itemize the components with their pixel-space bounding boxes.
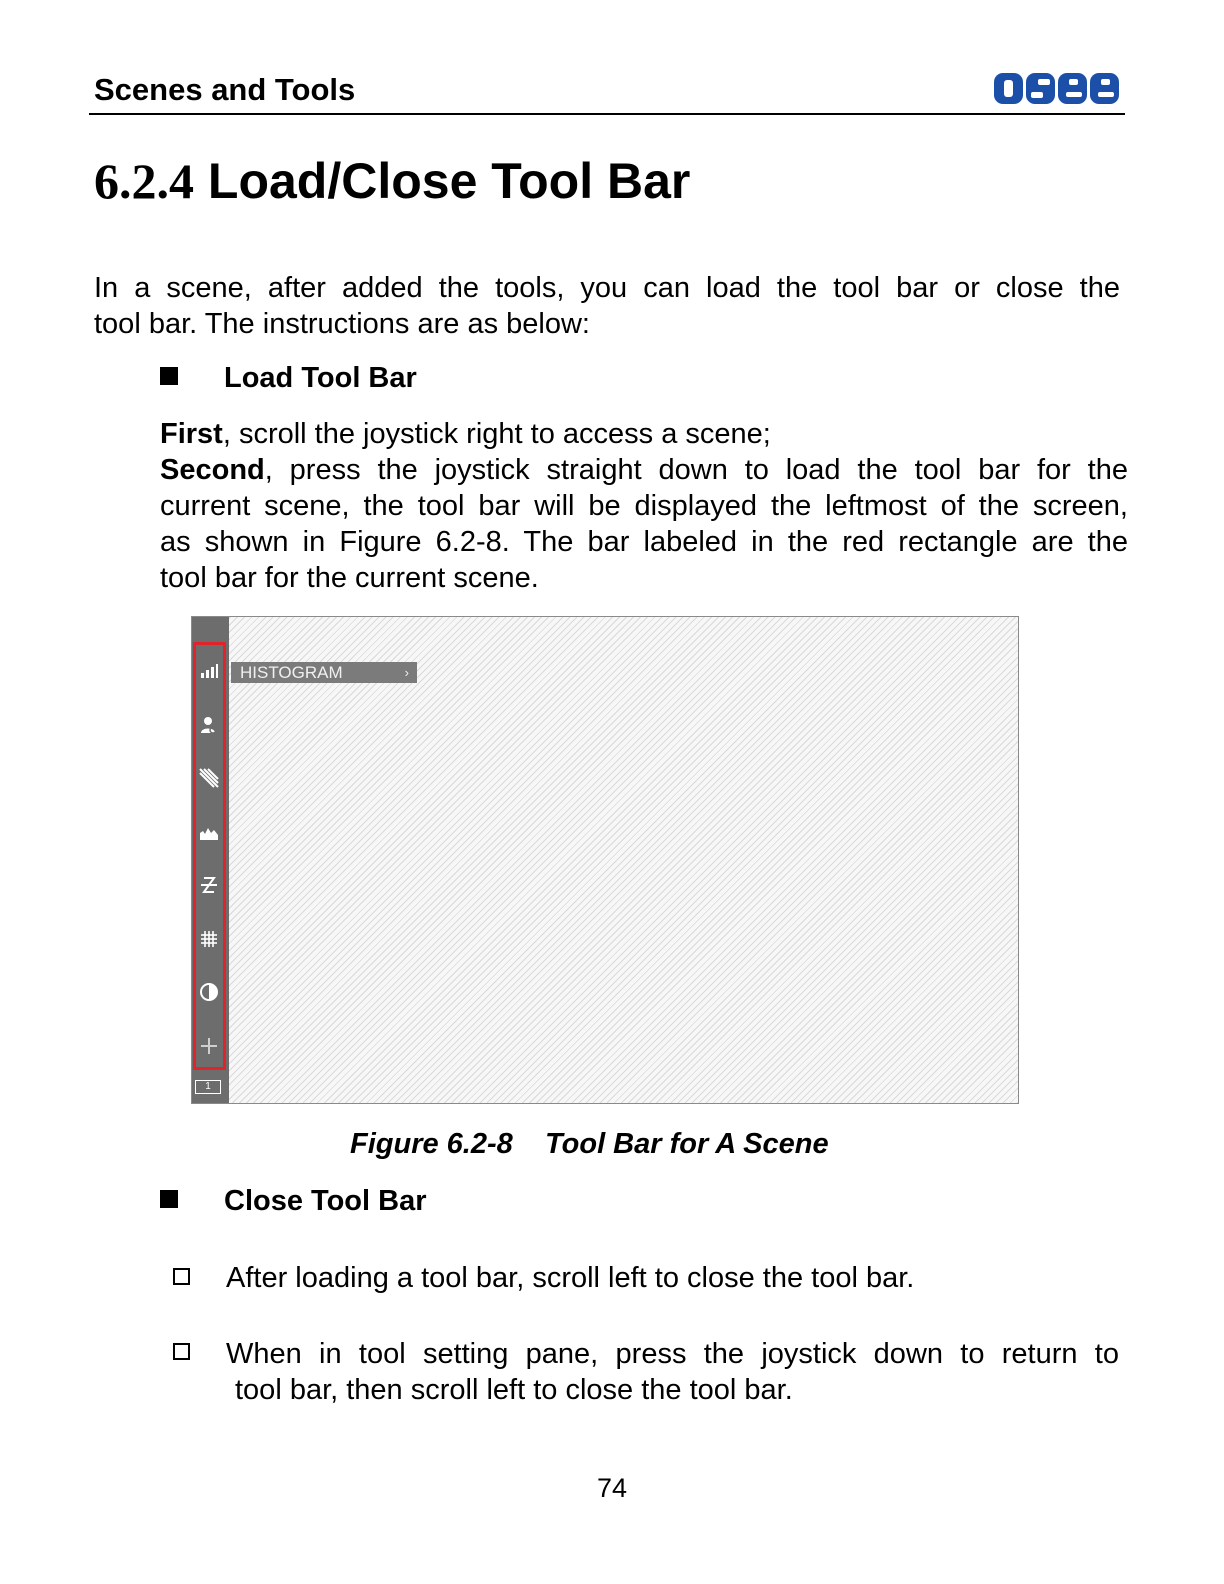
load-heading: Load Tool Bar xyxy=(224,362,417,394)
close-item-2 xyxy=(226,1336,1119,1408)
osee-logo xyxy=(994,70,1120,113)
tool-bar xyxy=(192,617,229,1103)
load-heading-row xyxy=(160,362,417,395)
section-heading: Load/Close Tool Bar xyxy=(207,153,691,209)
empty-square-bullet-icon xyxy=(173,1343,190,1360)
close-item-2-line-2: tool bar, then scroll left to close the tool bar. xyxy=(235,1374,793,1406)
page-number: 74 xyxy=(596,1473,628,1503)
scene-screenshot-figure xyxy=(191,616,1019,1104)
close-item-1: After loading a tool bar, scroll left to close the tool bar. xyxy=(226,1262,915,1294)
empty-square-bullet-icon xyxy=(173,1268,190,1285)
osee-logo-icon xyxy=(994,70,1120,106)
load-line-4: as shown in Figure 6.2-8. The bar labeled in the red rectangle are the xyxy=(160,526,1128,558)
zebra-icon[interactable] xyxy=(199,768,219,788)
grid-icon[interactable] xyxy=(199,929,219,949)
page-header xyxy=(94,70,1124,114)
intro-line-1: In a scene, after added the tools, you can load the tool bar or close the xyxy=(94,272,1120,304)
close-heading: Close Tool Bar xyxy=(224,1185,427,1217)
add-icon[interactable] xyxy=(199,1036,219,1056)
page-indicator[interactable]: 1 xyxy=(195,1080,221,1094)
anamorphic-icon[interactable] xyxy=(199,875,219,895)
filled-square-bullet-icon xyxy=(160,1190,178,1208)
histogram-label: HISTOGRAM xyxy=(240,663,343,682)
second-text: , press the joystick straight down to load the tool bar for the xyxy=(264,454,1128,486)
section-number: 6.2.4 xyxy=(94,153,194,209)
first-label: First xyxy=(160,418,223,450)
histogram-icon[interactable] xyxy=(199,661,219,681)
load-line-5: tool bar for the current scene. xyxy=(160,562,539,594)
figure-caption: Figure 6.2-8 Tool Bar for A Scene xyxy=(350,1128,829,1160)
waveform-icon[interactable] xyxy=(199,822,219,842)
contrast-icon[interactable] xyxy=(199,982,219,1002)
filled-square-bullet-icon xyxy=(160,367,178,385)
close-item-2-line-1: When in tool setting pane, press the joystick down to return to xyxy=(226,1338,1119,1370)
load-line-3: current scene, the tool bar will be displayed the leftmost of the screen, xyxy=(160,490,1128,522)
close-heading-row xyxy=(160,1185,427,1218)
header-divider xyxy=(89,113,1125,115)
tool-bar-highlight xyxy=(193,642,226,1070)
header-title: Scenes and Tools xyxy=(94,72,356,107)
second-label: Second xyxy=(160,454,265,486)
section-title xyxy=(94,152,690,210)
load-paragraph xyxy=(160,416,1128,596)
histogram-menu-item[interactable] xyxy=(231,662,417,683)
intro-line-2: tool bar. The instructions are as below: xyxy=(94,308,590,340)
first-text: , scroll the joystick right to access a scene; xyxy=(222,418,771,450)
user-icon[interactable] xyxy=(199,715,219,735)
chevron-right-icon: › xyxy=(404,665,409,680)
intro-paragraph xyxy=(94,270,1120,342)
